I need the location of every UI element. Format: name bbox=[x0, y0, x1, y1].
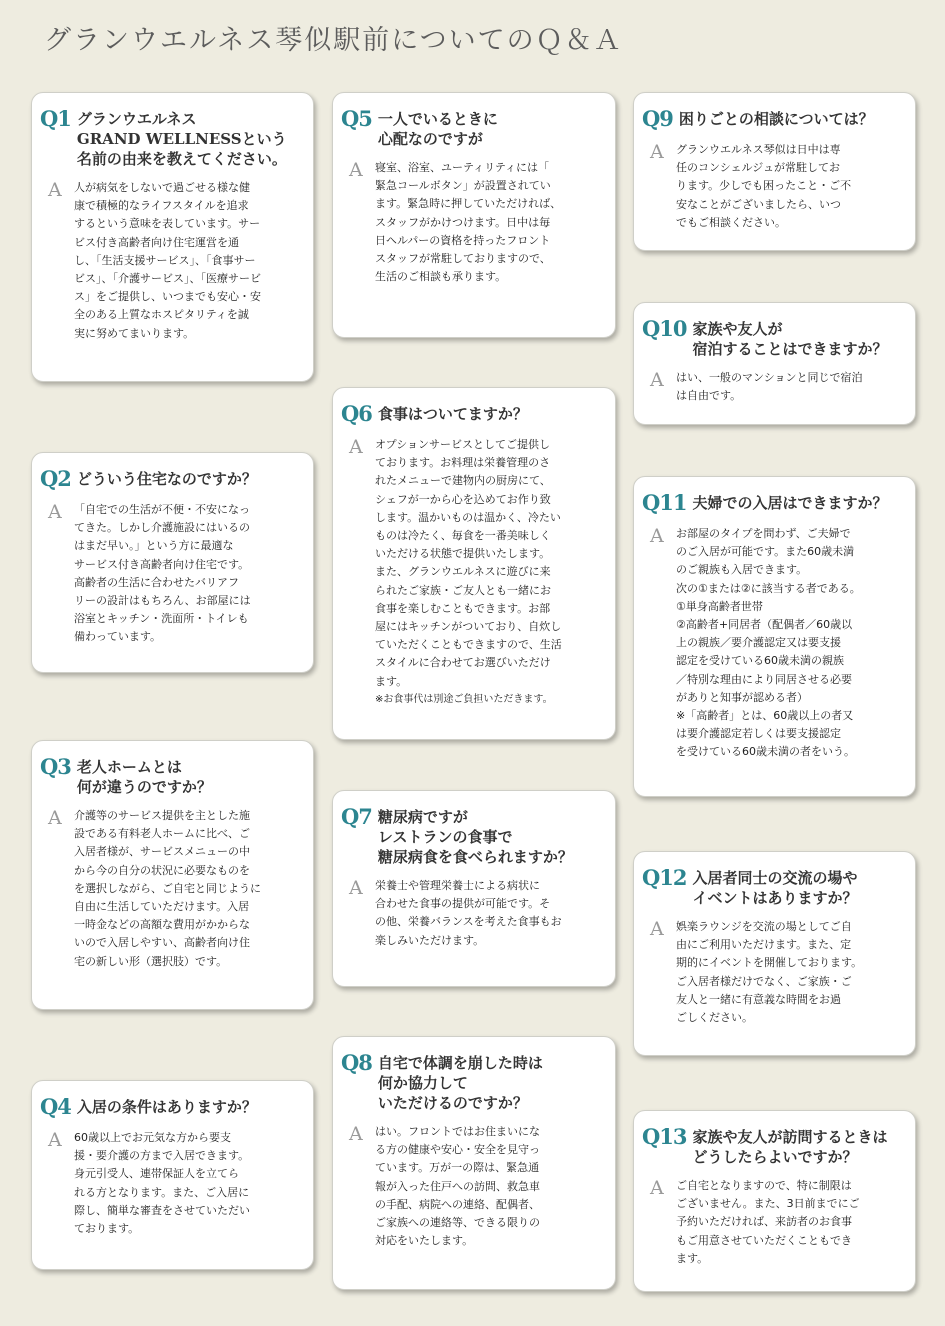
question-number: Q7 bbox=[341, 804, 372, 829]
answer-mark: A bbox=[650, 918, 664, 940]
qa-card-q9 bbox=[633, 92, 916, 251]
question-text: 困りごとの相談については？ bbox=[678, 110, 874, 128]
qa-card-q1 bbox=[31, 92, 314, 382]
answer-text: はい、一般のマンションと同じで宿泊 は自由です。 bbox=[676, 371, 863, 403]
qa-card-q12 bbox=[633, 851, 916, 1056]
question-text: 自宅で体調を崩した時は 何か協力して いただけるのですか？ bbox=[377, 1054, 543, 1112]
question-text: 家族や友人が 宿泊することはできますか？ bbox=[692, 320, 888, 358]
qa-card-q5 bbox=[332, 92, 616, 338]
answer-mark: A bbox=[650, 525, 664, 547]
qa-card-q10 bbox=[633, 302, 916, 425]
answer-mark: A bbox=[48, 1129, 62, 1151]
answer-note: ※お食事代は別途ご負担いただきます。 bbox=[375, 693, 553, 705]
question-text: 食事はついてますか？ bbox=[377, 405, 528, 423]
answer-mark: A bbox=[48, 501, 62, 523]
answer-text: 娯楽ラウンジを交流の場としてご自 由にご利用いただけます。また、定 期的にイベントを開催しております。 ご入居者様だけでなく、ご家族・ご 友人と一緒に有意義な時間をお過 ごしください。 bbox=[676, 920, 863, 1025]
answer-text: はい。フロントではお住まいにな る方の健康や安心・安全を見守っ ています。万が一の際は、緊急通 報が入った住戸への訪問、救急車 の手配、病院への連絡、配偶者、 ご家族への連絡等、できる限りの 対応をいたします。 bbox=[375, 1125, 540, 1248]
question-number: Q9 bbox=[642, 106, 673, 131]
answer-text: 人が病気をしないで過ごせる様な健 康で積極的なライフスタイルを追求 するという意味を表しています。サー ビス付き高齢者向け住宅運営を通 し、「生活支援サービス」、「食事サー ビス」、「介護サービス」、「医療サービ ス」をご提供し、いつまでも安心・安 全のある上質なホスピタリティを誠 実に努めてまいります。 bbox=[74, 181, 261, 340]
question-number: Q10 bbox=[642, 316, 687, 341]
answer-mark: A bbox=[650, 1177, 664, 1199]
answer-text: オプションサービスとしてご提供し ております。お料理は栄養管理のさ れたメニューで建物内の厨房にて、 シェフが一から心を込めてお作り致 します。温かいものは温かく、冷たい ものは冷たく、毎食を一番美味しく いただける状態で提供いたします。 また、グランウエルネスに遊びに来 られたご家族・ご友人とも一緒にお 食事を楽しむこともできます。お部 屋にはキッチンがついており、自炊し ていただくこともできますので、生活 スタイルに合わせてお選びいただけ ます。 bbox=[375, 438, 562, 688]
question-text: 夫婦での入居はできますか？ bbox=[692, 494, 888, 512]
qa-card-q7 bbox=[332, 790, 616, 987]
question-number: Q11 bbox=[642, 490, 687, 515]
question-number: Q8 bbox=[341, 1050, 372, 1075]
question-number: Q6 bbox=[341, 401, 372, 426]
question-text: グランウエルネス GRAND WELLNESSという 名前の由来を教えてください。 bbox=[76, 110, 287, 168]
answer-mark: A bbox=[349, 159, 363, 181]
answer-mark: A bbox=[650, 369, 664, 391]
answer-mark: A bbox=[650, 141, 664, 163]
qa-card-q3 bbox=[31, 740, 314, 1010]
answer-text: 栄養士や管理栄養士による病状に 合わせた食事の提供が可能です。そ の他、栄養バランスを考えた食事もお 楽しみいただけます。 bbox=[375, 879, 562, 947]
qa-card-q6 bbox=[332, 387, 616, 740]
question-number: Q12 bbox=[642, 865, 687, 890]
question-number: Q1 bbox=[40, 106, 71, 131]
answer-text: お部屋のタイプを問わず、ご夫婦で のご入居が可能です。また60歳未満 のご親族も入居できます。 次の①または②に該当する者である。 ①単身高齢者世帯 ②高齢者+同居者（配偶者／60歳以 上の親族／要介護認定又は要支援 認定を受けている60歳未満の親族 ／特別な理由により同居させる必要 がありと知事が認める者） ※「高齢者」とは、60歳以上の者又 は要介護認定若しくは要支援認定 を受けている60歳未満の者をいう。 bbox=[676, 527, 861, 759]
answer-text: 「自宅での生活が不便・不安になっ てきた。しかし介護施設にはいるの はまだ早い。」という方に最適な サービス付き高齢者向け住宅です。 高齢者の生活に合わせたバリアフ リーの設計はもちろん、お部屋には 浴室とキッチン・洗面所・トイレも 備わっています。 bbox=[74, 503, 251, 644]
question-number: Q2 bbox=[40, 466, 71, 491]
question-text: 糖尿病ですが レストランの食事で 糖尿病食を食べられますか？ bbox=[377, 808, 573, 866]
question-number: Q13 bbox=[642, 1124, 687, 1149]
qa-card-q8 bbox=[332, 1036, 616, 1290]
answer-text: 60歳以上でお元気な方から要支 援・要介護の方まで入居できます。 身元引受人、連帯保証人を立てら れる方となります。また、ご入居に 際し、簡単な審査をさせていただい ております。 bbox=[74, 1131, 250, 1236]
qa-card-q13 bbox=[633, 1110, 916, 1292]
question-text: 家族や友人が訪問するときは どうしたらよいですか？ bbox=[692, 1128, 888, 1166]
answer-mark: A bbox=[349, 1123, 363, 1145]
question-text: どういう住宅なのですか？ bbox=[76, 470, 257, 488]
qa-card-q2 bbox=[31, 452, 314, 673]
question-text: 入居の条件はありますか？ bbox=[76, 1098, 257, 1116]
qa-card-q4 bbox=[31, 1080, 314, 1270]
answer-mark: A bbox=[349, 436, 363, 458]
answer-mark: A bbox=[349, 877, 363, 899]
question-number: Q3 bbox=[40, 754, 71, 779]
answer-text: ご自宅となりますので、特に制限は ございません。また、3日前までにご 予約いただければ、来訪者のお食事 もご用意させていただくこともでき ます。 bbox=[676, 1179, 860, 1265]
question-text: 老人ホームとは 何が違うのですか？ bbox=[76, 758, 212, 796]
answer-text: グランウエルネス琴似は日中は専 任のコンシェルジュが常駐してお ります。少しでも困ったこと・ご不 安なことがございましたら、いつ でもご相談ください。 bbox=[676, 143, 852, 229]
qa-card-q11 bbox=[633, 476, 916, 797]
page-title: グランウエルネス琴似駅前についてのＱ＆Ａ bbox=[44, 25, 623, 56]
answer-mark: A bbox=[48, 179, 62, 201]
question-number: Q4 bbox=[40, 1094, 71, 1119]
question-text: 入居者同士の交流の場や イベントはありますか？ bbox=[692, 869, 858, 907]
question-number: Q5 bbox=[341, 106, 372, 131]
answer-mark: A bbox=[48, 807, 62, 829]
answer-text: 介護等のサービス提供を主とした施 設である有料老人ホームに比べ、ご 入居者様が、サービスメニューの中 から今の自分の状況に必要なものを を選択しながら、ご自宅と同じように 自由に生活していただけます。入居 一時金などの高額な費用がかからな いので入居しやすい、高齢者向け住 宅の新しい形（選択肢）です。 bbox=[74, 809, 261, 968]
answer-text: 寝室、浴室、ユーティリティには「 緊急コールボタン」が設置されてい ます。緊急時に押していただければ、 スタッフがかけつけます。日中は毎 日ヘルパーの資格を持ったフロント スタッフが常駐しておりますので、 生活のご相談も承ります。 bbox=[375, 161, 562, 284]
question-text: 一人でいるときに 心配なのですが bbox=[377, 110, 498, 148]
